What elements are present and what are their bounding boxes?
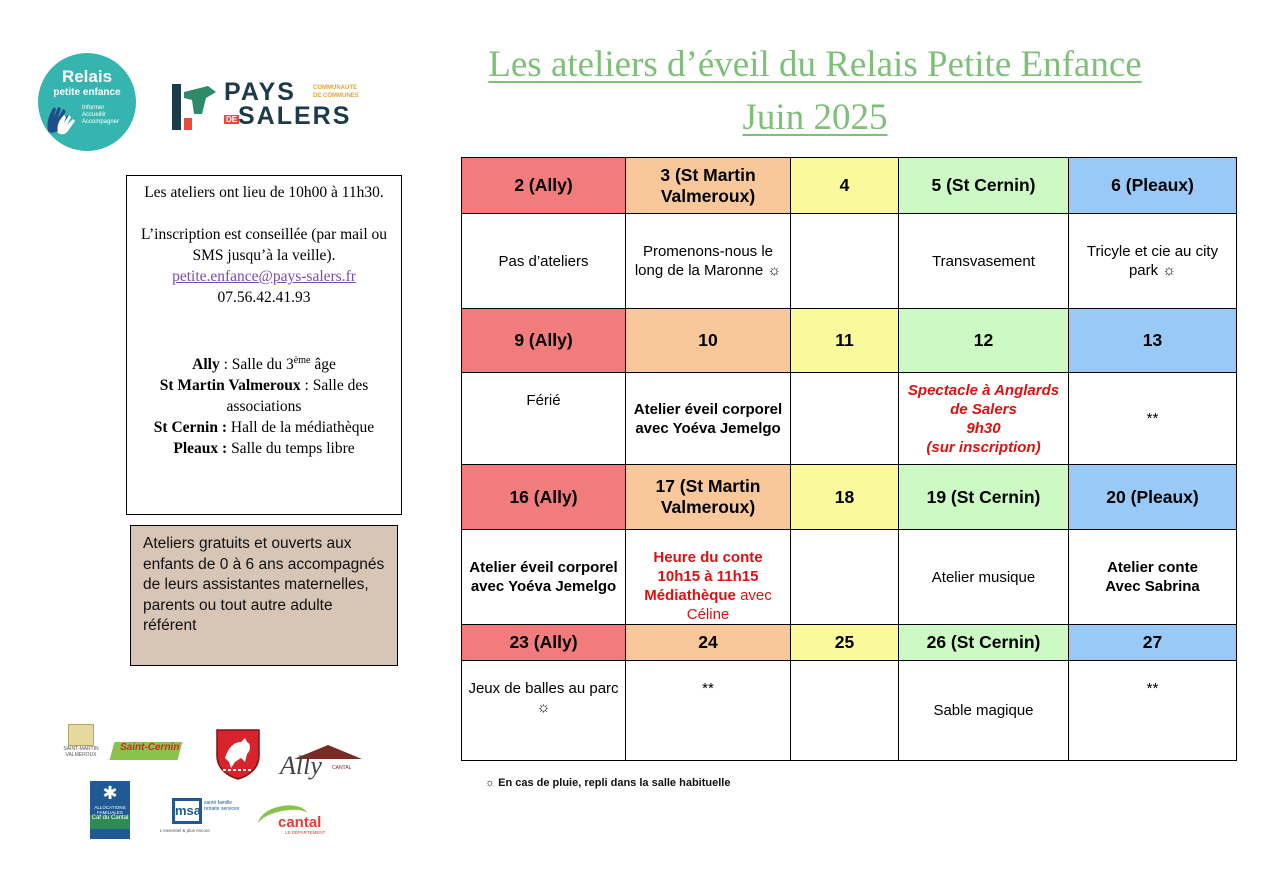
activity-cell: [791, 373, 899, 465]
page-title: [440, 38, 1190, 144]
day-cell: 23 (Ally): [462, 625, 626, 661]
cantal-logo: cantal LE DÉPARTEMENT: [258, 804, 333, 838]
salers-word: SALERS: [238, 102, 352, 130]
msa-logo: msa santé famille retraite services L'essentiel & plus encore: [160, 800, 240, 833]
activity-cell: Sable magique: [899, 661, 1069, 761]
rain-footnote: ☼ En cas de pluie, repli dans la salle habituelle: [485, 777, 731, 789]
week-4-days: [462, 625, 1237, 661]
activity-cell: **: [1069, 661, 1237, 761]
day-cell: 20 (Pleaux): [1069, 465, 1237, 530]
day-cell: 10: [626, 309, 791, 373]
free-workshops-note: Ateliers gratuits et ouverts aux enfants de 0 à 6 ans accompagnés de leurs assistantes maternelles, parents ou tout autre adulte référent: [130, 525, 398, 666]
day-cell: 18: [791, 465, 899, 530]
day-cell: 11: [791, 309, 899, 373]
day-cell: 26 (St Cernin): [899, 625, 1069, 661]
building-icon: [68, 724, 94, 746]
day-cell: 13: [1069, 309, 1237, 373]
activity-cell: **: [626, 661, 791, 761]
relais-logo-tagline: Informer Accueillir Accompagner: [82, 105, 120, 125]
day-cell: 4: [791, 158, 899, 214]
day-cell: 9 (Ally): [462, 309, 626, 373]
day-cell: 25: [791, 625, 899, 661]
activity-cell: Transvasement: [899, 214, 1069, 309]
spectacle-cell: Spectacle à Anglards de Salers 9h30 (sur inscription): [899, 373, 1069, 465]
week-2-days: [462, 309, 1237, 373]
shield-icon: [215, 728, 261, 780]
activity-cell: Jeux de balles au parc ☼: [462, 661, 626, 761]
caf-star-icon: ✱: [102, 783, 118, 803]
activity-cell: **: [1069, 373, 1237, 465]
activity-cell: [791, 661, 899, 761]
heure-du-conte-cell: Heure du conte 10h15 à 11h15 Médiathèque avec Céline: [626, 530, 791, 625]
schedule-table: [461, 157, 1237, 761]
week-3-activities: [462, 530, 1237, 625]
activity-cell: Atelier éveil corporel avec Yoéva Jemelgo: [626, 373, 791, 465]
communaute-de-communes: COMMUNAUTE DE COMMUNES: [313, 85, 359, 99]
day-cell: 24: [626, 625, 791, 661]
day-cell: 17 (St Martin Valmeroux): [626, 465, 791, 530]
relais-logo-title: Relais: [61, 67, 113, 86]
activity-cell: Pas d’ateliers: [462, 214, 626, 309]
registration-text: L’inscription est conseillée (par mail ou SMS jusqu’à la veille).: [140, 226, 388, 264]
de-word: DE: [226, 115, 238, 124]
ally-logo: Ally CANTAL: [276, 745, 368, 783]
week-2-activities: [462, 373, 1237, 465]
activity-cell: Promenons-nous le long de la Maronne ☼: [626, 214, 791, 309]
week-1-days: [462, 158, 1237, 214]
week-3-days: [462, 465, 1237, 530]
activity-cell: Atelier éveil corporel avec Yoéva Jemelgo: [462, 530, 626, 625]
activity-cell: Férié: [462, 373, 626, 465]
email-link[interactable]: petite.enfance@pays-salers.fr: [172, 268, 356, 285]
day-cell: 27: [1069, 625, 1237, 661]
activity-cell: [791, 530, 899, 625]
title-line-1: Les ateliers d’éveil du Relais Petite Enfance: [488, 44, 1142, 85]
saint-martin-logo: SAINT-MARTIN VALMEROUX: [60, 724, 102, 764]
day-cell: 16 (Ally): [462, 465, 626, 530]
info-box: [126, 175, 402, 515]
day-cell: 2 (Ally): [462, 158, 626, 214]
place-st-cernin: St Cernin : Hall de la médiathèque: [153, 419, 375, 437]
title-line-2: Juin 2025: [742, 97, 888, 138]
activity-cell: Tricyle et cie au city park ☼: [1069, 214, 1237, 309]
saint-cernin-logo: Saint-Cernin: [112, 736, 182, 764]
phone-number: 07.56.42.41.93: [217, 289, 311, 306]
week-1-activities: [462, 214, 1237, 309]
pays-word: PAYS: [224, 78, 296, 106]
pays-de-salers-logo: [172, 80, 377, 134]
hours-text: Les ateliers ont lieu de 10h00 à 11h30.: [144, 184, 384, 201]
hands-icon: [44, 101, 80, 137]
day-cell: 12: [899, 309, 1069, 373]
day-cell: 5 (St Cernin): [899, 158, 1069, 214]
place-pleaux: Pleaux : Salle du temps libre: [173, 440, 355, 458]
place-st-martin: St Martin Valmeroux : Salle des associations: [159, 377, 369, 416]
relais-logo-subtitle: petite enfance: [53, 87, 121, 98]
day-cell: 19 (St Cernin): [899, 465, 1069, 530]
day-cell: 6 (Pleaux): [1069, 158, 1237, 214]
place-ally: Ally : Salle du 3ème âge: [192, 355, 336, 374]
cow-head-icon: [172, 84, 216, 130]
activity-cell: [791, 214, 899, 309]
day-cell: 3 (St Martin Valmeroux): [626, 158, 791, 214]
activity-cell: Atelier musique: [899, 530, 1069, 625]
atelier-conte-cell: Atelier conte Avec Sabrina: [1069, 530, 1237, 625]
week-4-activities: [462, 661, 1237, 761]
relais-petite-enfance-logo: [38, 53, 136, 151]
caf-logo: ✱ ALLOCATIONS FAMILIALES Caf du Cantal: [90, 781, 130, 839]
